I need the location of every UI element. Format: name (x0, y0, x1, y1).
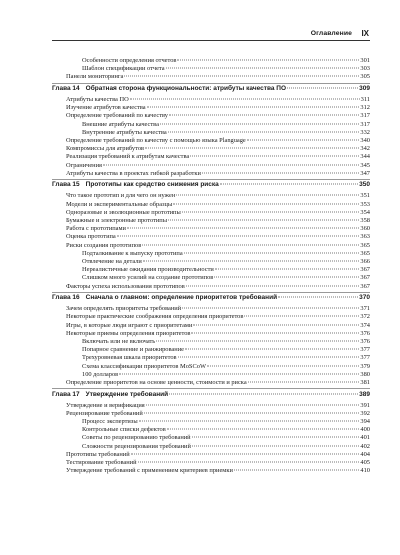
toc-entry-title: Прототипы требований (66, 450, 130, 458)
dot-leader (103, 164, 359, 165)
toc-entry-title: Трехуровневая шкала приоритетов (82, 354, 177, 362)
toc-page-number: 376 (360, 329, 370, 337)
toc-page-number: 365 (360, 241, 370, 249)
dot-leader (168, 131, 360, 132)
toc-page-number: 303 (360, 65, 370, 73)
toc-page-number: 371 (360, 305, 370, 313)
toc-page-number: 358 (360, 217, 370, 224)
toc-page-number: 367 (360, 282, 370, 290)
toc-entry-title: Некоторые практические соображения определения приоритетов (66, 313, 244, 321)
dot-leader (190, 156, 359, 157)
toc-page-number: 376 (360, 337, 370, 345)
toc-entry-title: Нереалистичные ожидания производительности (82, 266, 214, 274)
toc-entry (52, 209, 370, 217)
toc-page-number: 363 (360, 233, 370, 241)
dot-leader (193, 324, 359, 325)
toc-chapter-number: Глава 17 (52, 390, 80, 398)
toc-entry (52, 233, 370, 241)
toc-page-number: 311 (360, 96, 370, 104)
dot-leader (184, 252, 360, 253)
toc-chapter-entry (52, 83, 370, 95)
toc-page-number: 301 (360, 57, 370, 64)
toc-entry (52, 217, 370, 225)
toc-page-number: 402 (360, 442, 370, 450)
toc-entry (52, 201, 370, 209)
toc-entry (52, 250, 370, 258)
toc-page-number: 370 (359, 294, 370, 302)
toc-page-number: 317 (360, 112, 370, 120)
toc-page-number: 394 (360, 417, 370, 425)
dot-leader (169, 393, 358, 394)
toc-entry-title: Внутренние атрибуты качества (82, 128, 167, 136)
dot-leader (202, 172, 360, 173)
dot-leader (139, 420, 360, 421)
toc-page-number: 347 (360, 169, 370, 177)
dot-leader (173, 203, 359, 204)
toc-entry (52, 129, 370, 137)
toc-page-number: 354 (360, 208, 370, 216)
toc-page-number: 340 (360, 137, 370, 144)
dot-leader (178, 357, 360, 358)
toc-page-number: 305 (360, 73, 370, 81)
toc-entry (52, 266, 370, 274)
dot-leader (146, 404, 360, 405)
toc-chapter-title (52, 293, 277, 304)
toc-page-number: 360 (360, 225, 370, 233)
dot-leader (131, 453, 360, 454)
toc-entry (52, 410, 370, 418)
toc-entry-title: Слишком много усилий на создание прототипов (82, 274, 214, 282)
dot-leader (142, 244, 359, 245)
dot-leader (248, 381, 360, 382)
toc-entry (52, 112, 370, 120)
toc-page-number: 377 (360, 354, 370, 362)
toc-page-number: 353 (360, 200, 370, 208)
toc-entry-title: Атрибуты качества ПО (66, 96, 129, 104)
toc-chapter-text: Прототипы как средство снижения риска (85, 181, 219, 189)
toc-page-number: 342 (360, 145, 370, 153)
toc-entry (52, 346, 370, 354)
toc-entry-title: Шаблон спецификации отчета (82, 65, 165, 73)
toc-entry-title: Схема классификации приоритетов MoSCoW (82, 362, 206, 370)
toc-entry-title: Модели и экспериментальные образцы (66, 200, 173, 208)
dot-leader (207, 365, 359, 366)
toc-entry (52, 363, 370, 371)
dot-leader (244, 316, 359, 317)
toc-entry (52, 192, 370, 200)
toc-entry-title: Подталкивание к выпуску прототипа (82, 249, 183, 257)
toc-entry (52, 57, 370, 65)
dot-leader (192, 437, 360, 438)
toc-entry-title: 100 долларов (82, 370, 119, 378)
toc-entry (52, 467, 370, 475)
toc-entry (52, 402, 370, 410)
dot-leader (124, 76, 359, 77)
toc-entry (52, 443, 370, 451)
toc-entry (52, 162, 370, 170)
toc-entry-title: Изучение атрибутов качества (66, 104, 146, 112)
toc-page-number: 381 (360, 378, 370, 386)
dot-leader (145, 148, 359, 149)
toc-entry (52, 426, 370, 434)
dot-leader (186, 285, 360, 286)
dot-leader (119, 373, 359, 374)
toc-page-number: 365 (360, 249, 370, 257)
dot-leader (177, 60, 359, 61)
toc-entry-title: Атрибуты качества в проектах гибкой разработки (66, 169, 201, 177)
dot-leader (169, 115, 359, 116)
toc-page-number: 377 (360, 346, 370, 354)
running-header (0, 0, 400, 42)
dot-leader (220, 184, 358, 185)
toc-entry (52, 354, 370, 362)
toc-entry-title: Работа с прототипами (66, 225, 126, 233)
toc-chapter-text: Утверждение требований (85, 390, 169, 398)
toc-page-number: 400 (360, 426, 370, 434)
toc-entry-title: Оценка прототипа (66, 233, 116, 241)
toc-entry (52, 451, 370, 459)
toc-chapter-title (52, 390, 168, 401)
toc-entry-title: Зачем определять приоритеты требований (66, 305, 182, 313)
toc-page-number: 367 (360, 274, 370, 282)
toc-entry (52, 258, 370, 266)
toc-entry (52, 170, 370, 178)
dot-leader (182, 308, 359, 309)
toc-entry (52, 322, 370, 330)
toc-chapter-title (52, 180, 219, 191)
toc-page-number: 401 (360, 434, 370, 442)
toc-entry (52, 104, 370, 112)
dot-leader (117, 236, 360, 237)
toc-entry (52, 145, 370, 153)
dot-leader (192, 445, 360, 446)
running-header-page-number: IX (361, 29, 369, 38)
toc-entry (52, 65, 370, 73)
dot-leader (127, 228, 359, 229)
toc-page-number: 317 (360, 120, 370, 128)
toc-entry (52, 434, 370, 442)
dot-leader (143, 260, 360, 261)
toc-entry (52, 96, 370, 104)
toc-chapter-text: Обратная сторона функциональности: атрибуты качества ПО (85, 85, 287, 93)
toc-entry (52, 274, 370, 282)
toc-entry (52, 379, 370, 387)
toc-entry-title: Сложности рецензирования требований (82, 442, 191, 450)
toc-entry-title: Компромиссы для атрибутов (66, 145, 145, 153)
toc-chapter-title (52, 84, 286, 95)
toc-entry-title: Процесс экспертизы (82, 417, 138, 425)
toc-page-number: 404 (360, 450, 370, 458)
toc-entry-title: Внешние атрибуты качества (82, 120, 159, 128)
toc-entry (52, 225, 370, 233)
toc-page-number: 389 (359, 390, 370, 398)
dot-leader (182, 211, 360, 212)
toc-entry (52, 121, 370, 129)
toc-entry-title: Что такое прототип и для чего он нужен (66, 192, 176, 200)
dot-leader (287, 88, 358, 89)
toc-entry (52, 305, 370, 313)
toc-chapter-text: Сначала о главном: определение приоритетов требований (85, 294, 278, 302)
toc-entry (52, 283, 370, 291)
running-header-title: Оглавление (310, 30, 352, 37)
toc-entry (52, 371, 370, 379)
dot-leader (156, 340, 359, 341)
dot-leader (147, 107, 360, 108)
toc-page-number: 367 (360, 266, 370, 274)
toc-entry-title: Включать или не включать (82, 337, 156, 345)
dot-leader (144, 412, 360, 413)
toc-page-number: 372 (360, 313, 370, 321)
dot-leader (278, 297, 358, 298)
toc-entry-title: Факторы успеха использования прототипов (66, 282, 185, 290)
toc-entry (52, 313, 370, 321)
toc-entry (52, 137, 370, 145)
dot-leader (160, 123, 359, 124)
toc-entry (52, 330, 370, 338)
toc-entry-title: Некоторые приемы определения приоритетов (66, 329, 191, 337)
toc-page-number: 344 (360, 153, 370, 161)
toc-entry-title: Тестирование требований (66, 458, 137, 466)
toc-entry-title: Утверждение требований с применением критериев приемки (66, 467, 233, 475)
toc-page-number: 392 (360, 409, 370, 417)
toc-entry-title: Определение требований по качеству (66, 112, 168, 120)
toc-page-number: 380 (360, 370, 370, 378)
dot-leader (176, 195, 359, 196)
toc-entry-title: Контрольные списки дефектов (82, 426, 166, 434)
toc-entry-title: Советы по рецензированию требований (82, 434, 191, 442)
toc-page-number: 309 (359, 85, 370, 93)
toc-page-number: 312 (360, 104, 370, 112)
table-of-contents (52, 57, 370, 475)
header-divider (52, 40, 370, 41)
toc-entry-title: Утверждение и верификация (66, 401, 145, 409)
toc-entry-title: Определение приоритетов на основе ценности, стоимости и риска (66, 378, 247, 386)
dot-leader (185, 349, 359, 350)
toc-page-number: 379 (360, 362, 370, 370)
toc-entry-title: Панели мониторинга (66, 73, 124, 81)
toc-entry-title: Одноразовые и эволюционные прототипы (66, 208, 181, 216)
dot-leader (191, 332, 359, 333)
dot-leader (138, 461, 360, 462)
toc-page-number: 391 (360, 401, 370, 409)
toc-entry-title: Бумажные и электронные прототипы (66, 217, 168, 224)
toc-entry-title: Риски создания прототипов (66, 241, 142, 249)
dot-leader (214, 277, 359, 278)
toc-page-number: 350 (359, 181, 370, 189)
toc-entry (52, 418, 370, 426)
toc-entry-title: Рецензирование требований (66, 409, 143, 417)
dot-leader (167, 429, 360, 430)
dot-leader (166, 68, 360, 69)
toc-chapter-number: Глава 14 (52, 85, 80, 93)
dot-leader (168, 220, 359, 221)
toc-entry (52, 338, 370, 346)
dot-leader (247, 140, 360, 141)
toc-entry-title: Реализация требований к атрибутам качества (66, 153, 190, 161)
toc-entry (52, 242, 370, 250)
toc-entry-title: Игры, в которые люди играют с приоритетами (66, 321, 193, 329)
toc-page-number: 374 (360, 321, 370, 329)
toc-page-number: 351 (360, 192, 370, 200)
toc-page-number: 345 (360, 161, 370, 169)
toc-page-number: 405 (360, 458, 370, 466)
toc-entry (52, 459, 370, 467)
toc-page-number: 410 (360, 467, 370, 475)
toc-page-number: 366 (360, 257, 370, 265)
toc-entry-title: Особенности определения отчетов (82, 57, 177, 64)
dot-leader (234, 470, 360, 471)
toc-entry-title: Попарное сравнение и ранжирование (82, 346, 184, 354)
toc-chapter-number: Глава 16 (52, 294, 80, 302)
toc-entry-title: Отвлечение на детали (82, 257, 142, 265)
toc-chapter-number: Глава 15 (52, 181, 80, 189)
toc-entry-title: Ограничения (66, 161, 102, 169)
toc-page-number: 332 (360, 128, 370, 136)
toc-entry-title: Определение требований по качеству с помощью языка Planguage (66, 137, 246, 144)
toc-entry (52, 153, 370, 161)
toc-chapter-entry (52, 179, 370, 191)
dot-leader (130, 99, 360, 100)
toc-chapter-entry (52, 388, 370, 400)
toc-chapter-entry (52, 292, 370, 304)
toc-entry (52, 73, 370, 81)
dot-leader (215, 269, 360, 270)
